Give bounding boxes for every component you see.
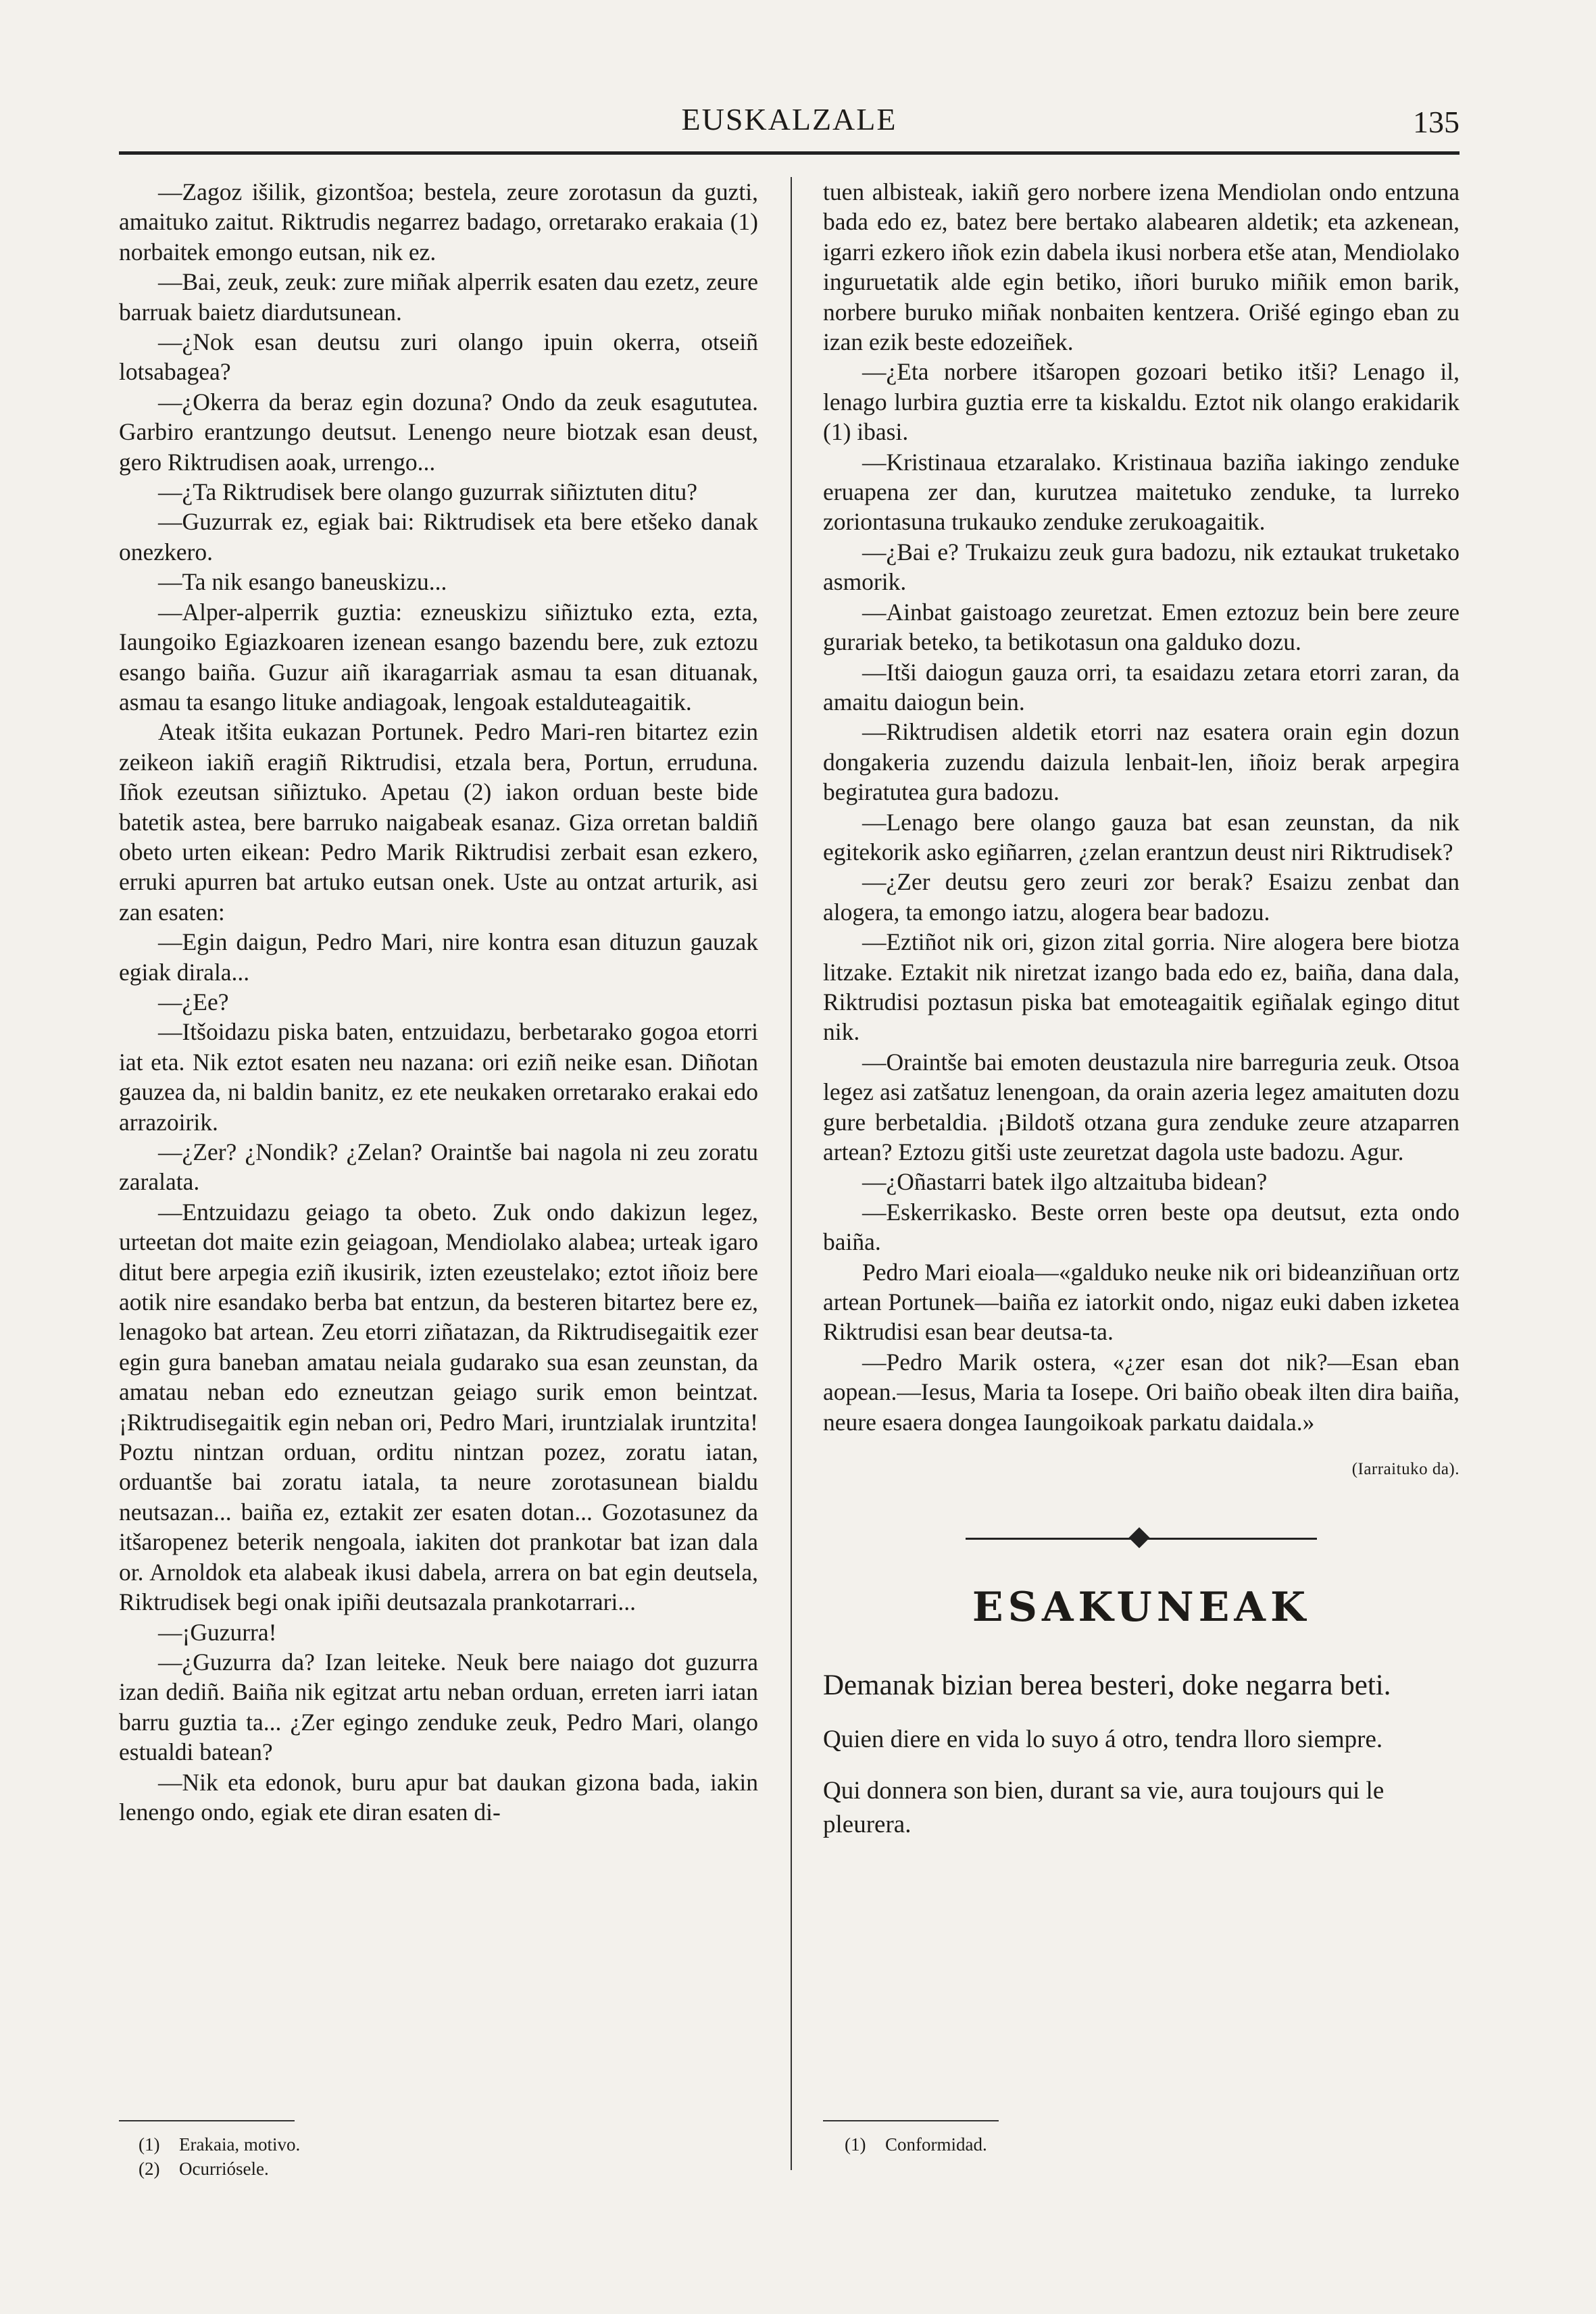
footnote-rule-right: [823, 2120, 999, 2121]
footnote-number: (1): [845, 2134, 866, 2155]
paragraph: —¿Eta norbere itšaropen gozoari betiko itši? Lenago il, lenago lurbira guztia erre ta kiskaldu. Eztot nik olango erakidarik (1) ibasi.: [823, 358, 1460, 446]
paragraph: —¿Nok esan deutsu zuri olango ipuin okerra, otseiñ lotsabagea?: [119, 328, 758, 386]
page-header: [119, 101, 1460, 142]
right-column: [823, 177, 1460, 1842]
paragraph: —Bai, zeuk, zeuk: zure miñak alperrik esaten dau ezetz, zeure barruak baietz diardutsunean.: [119, 268, 758, 326]
continuation-note: (Iarraituko da).: [1351, 1460, 1460, 1479]
paragraph: —¿Guzurra da? Izan leiteke. Neuk bere naiago dot guzurra izan dediñ. Baiña nik egitzat artu neban orduan, erreten iarri iatan barru guztia ta... ¿Zer egingo zenduke zeuk, Pedro Mari, olango estualdi batean?: [119, 1648, 758, 1766]
footnote-number: (2): [139, 2159, 160, 2179]
footnote-rule-left: [119, 2120, 295, 2121]
footnote: [139, 2157, 300, 2181]
ornament-diamond-icon: [1128, 1528, 1149, 1549]
paragraph: —¿Zer? ¿Nondik? ¿Zelan? Oraintše bai nagola ni zeu zoratu zaralata.: [119, 1138, 758, 1196]
paragraph: —Guzurrak ez, egiak bai: Riktrudisek eta bere etšeko danak onezkero.: [119, 508, 758, 565]
paragraph: —¿Oñastarri batek ilgo altzaituba bidean?: [862, 1168, 1268, 1196]
paragraph: Pedro Mari eioala—«galduko neuke nik ori bideanziñuan ortz artean Portunek—baiña ez iatorkit ondo, nigaz euki daben izketea Riktrudisi esan bear deutsa-ta.: [823, 1258, 1460, 1346]
paragraph: —Alper-alperrik guztia: ezneuskizu siñiztuko ezta, ezta, Iaungoiko Egiazkoaren izenean esango bazendu bere, zuk eztozu esango baiña. Guzur aiñ ikaragarriak asmau ta esan dituanak, asmau ta esango lituke andiagoak, lengoak estalduteagaitik.: [119, 598, 758, 715]
journal-title: EUSKALZALE: [681, 102, 897, 136]
paragraph: —Pedro Marik ostera, «¿zer esan dot nik?—Esan eban aopean.—Iesus, Maria ta Iosepe. Ori baiño obeak ilten dira baiña, neure esaera dongea Iaungoikoak parkatu daidala.»: [823, 1348, 1460, 1436]
paragraph: —Entzuidazu geiago ta obeto. Zuk ondo dakizun legez, urteetan dot maite ezin geiagoan, Mendiolako alabea; urteak igaro ditut bere arpegia eziñ ikusirik, izten ezeustelako; eztot iñoiz bere aotik nire esandako berba bat entzun, da besteren bitartez bere ez, lenagoko bat artean. Zeu etorri ziñatazan, da Riktrudisegaitik ezer egin gura baneban amatau neiala gudarako sua esan zeunstan, da amatau neban edo ezneutzan geiago surik emon beintzat. ¡Riktrudisegaitik egin neban ori, Pedro Mari, iruntzialak iruntzita! Poztu nintzan orduan, orditu nintzan pozez, zoratu iatan, orduantše bai zoratu iatala, ta neure zorotasunean bialdu neutsazan... baiña ez, eztakit zer esaten dotan... Gozotasunez da itšaropenez beterik nengoala, iakiten dot prankotar bat izan dala or. Arnoldok eta alabeak ikusi dabela, arrera on bat egin deutsela, Riktrudisek begi onak ipiñi deutsazala prankotarrari...: [119, 1198, 758, 1616]
section-title: ESAKUNEAK: [972, 1584, 1311, 1632]
paragraph: —¿Ee?: [158, 988, 229, 1015]
paragraph: —¿Bai e? Trukaizu zeuk gura badozu, nik eztaukat truketako asmorik.: [823, 538, 1460, 596]
paragraph: Ateak itšita eukazan Portunek. Pedro Mari-ren bitartez ezin zeikeon iakiñ eragiñ Riktrudisi, etzala bera, Portun, erruduna. Iñok ezeutsan siñiztuko. Apetau (2) iakon orduan beste bide batetik astea, bere barruko naigabeak esanaz. Giza orretan baldiñ obeto urten eikean: Pedro Marik Riktrudisi zerbait esan ezkero, erruki apurren bat artuko eutsan onek. Uste au ontzat arturik, asi zan esaten:: [119, 718, 758, 926]
paragraph: —Eztiñot nik ori, gizon zital gorria. Nire alogera bere biotza litzake. Eztakit nik niretzat izango bada edo ez, baiña, dana dala, Riktrudisi poztasun piska bat emoteagaitik egiñalak egingo ditut nik.: [823, 928, 1460, 1046]
footnote-number: (1): [139, 2134, 160, 2155]
paragraph: —Zagoz išilik, gizontšoa; bestela, zeure zorotasun da guzti, amaituko zaitut. Riktrudis negarrez badago, orretarako erakaia (1) norbaitek emongo eutsan, nik ez.: [119, 178, 758, 266]
paragraph: —Riktrudisen aldetik etorri naz esatera orain egin dozun dongakeria zuzendu daizula lenbait-len, iñoiz berak arpegira begiratutea gura badozu.: [823, 718, 1460, 806]
page-number: 135: [1413, 105, 1460, 139]
paragraph: —Lenago bere olango gauza bat esan zeunstan, da nik egitekorik asko egiñarren, ¿zelan erantzun deust niri Riktrudisek?: [823, 808, 1460, 865]
footnote-text: Erakaia, motivo.: [179, 2134, 301, 2155]
paragraph: —Eskerrikasko. Beste orren beste opa deutsut, ezta ondo baiña.: [823, 1198, 1460, 1256]
footnote: [845, 2132, 987, 2157]
paragraph: —Itšoidazu piska baten, entzuidazu, berbetarako gogoa etorri iat eta. Nik eztot esaten neu nazana: ori eziñ neike esan. Diñotan gauzea da, ni baldin banitz, ez ete neukaken orretarako erakai edo arrazoirik.: [119, 1018, 758, 1136]
column-divider: [791, 177, 792, 2170]
proverb: Qui donnera son bien, durant sa vie, aura toujours qui le pleurera.: [823, 1776, 1385, 1838]
footnote-text: Conformidad.: [885, 2134, 987, 2155]
proverb: Demanak bizian berea besteri, doke negarra beti.: [823, 1669, 1391, 1701]
paragraph: —Nik eta edonok, buru apur bat daukan gizona bada, iakin lenengo ondo, egiak ete diran esaten di-: [119, 1768, 758, 1826]
footnotes-right: [845, 2132, 987, 2157]
paragraph: —¿Ta Riktrudisek bere olango guzurrak siñiztuten ditu?: [158, 478, 698, 506]
section-ornament: [966, 1525, 1317, 1552]
paragraph: —Ainbat gaistoago zeuretzat. Emen eztozuz bein bere zeure gurariak beteko, ta betikotasun ona galduko dozu.: [823, 598, 1460, 656]
proverb: Quien diere en vida lo suyo á otro, tendra lloro siempre.: [823, 1725, 1383, 1753]
paragraph: —¡Guzurra!: [158, 1618, 277, 1646]
left-column: [119, 177, 758, 1827]
paragraph: tuen albisteak, iakiñ gero norbere izena Mendiolan ondo entzuna bada edo ez, batez bere bertako alabearen aldetik; eta azkenean, igarri ezkero iñok ezin dabela ikusi norbera etše atan, Mendiolako inguruetatik alde egin betiko, iñori buruko miñik emon barik, norbere buruko miñak nonbaiten kentzera. Orišé egingo eban zu izan ezik beste edozeiñek.: [823, 178, 1460, 356]
footnotes-left: [139, 2132, 300, 2181]
paragraph: —¿Okerra da beraz egin dozuna? Ondo da zeuk esagututea. Garbiro erantzungo deutsut. Lenengo neure biotzak esan deust, gero Riktrudisen aoak, urrengo...: [119, 388, 758, 476]
paragraph: —Oraintše bai emoten deustazula nire barreguria zeuk. Otsoa legez asi zatšatuz lenengoan, da orain azeria legez amaituten dozu gure berbetaldia. ¡Bildotš otzana gura zenduke zeure atzaparren artean? Eztozu gitši uste zeuretzat dagola uste badozu. Agur.: [823, 1048, 1460, 1165]
header-rule: [119, 151, 1460, 155]
paragraph: —Egin daigun, Pedro Mari, nire kontra esan dituzun gauzak egiak dirala...: [119, 928, 758, 986]
footnote-text: Ocurriósele.: [179, 2159, 269, 2179]
paragraph: —¿Zer deutsu gero zeuri zor berak? Esaizu zenbat dan alogera, ta emongo iatzu, alogera bear badozu.: [823, 868, 1460, 926]
paragraph: —Kristinaua etzaralako. Kristinaua baziña iakingo zenduke eruapena zer dan, kurutzea maitetuko zenduke, ta lurreko zoriontasuna trukauko zenduke zerukoagaitik.: [823, 448, 1460, 536]
paragraph: —Ta nik esango baneuskizu...: [158, 568, 447, 596]
paragraph: —Itši daiogun gauza orri, ta esaidazu zetara etorri zaran, da amaitu daiogun bein.: [823, 658, 1460, 715]
footnote: [139, 2132, 300, 2157]
